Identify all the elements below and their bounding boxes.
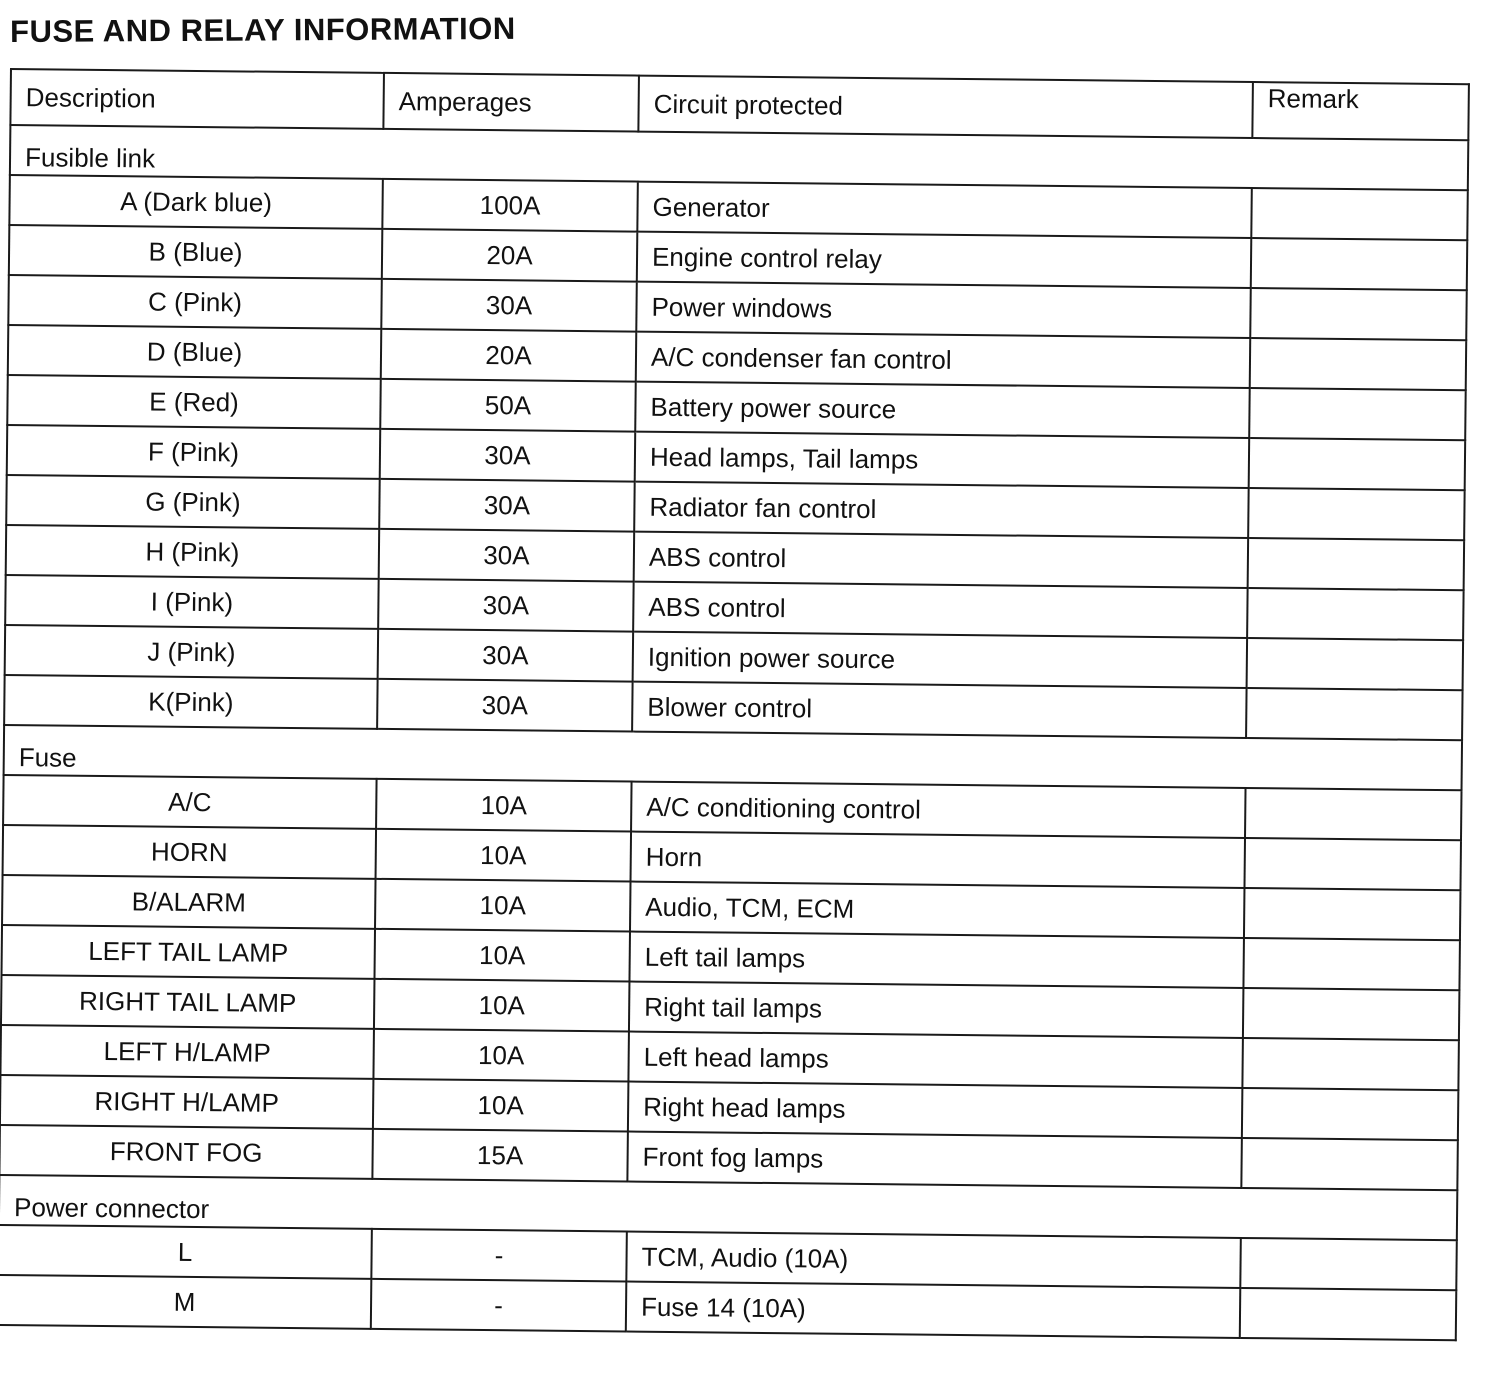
cell-remark [1247,588,1464,640]
cell-description: G (Pink) [6,475,380,529]
cell-description: A (Dark blue) [9,175,383,229]
cell-circuit-protected: ABS control [633,582,1247,638]
cell-circuit-protected: ABS control [634,532,1248,588]
cell-amperage: - [371,1279,627,1332]
cell-remark [1242,1038,1459,1090]
section-label: Fuse [4,725,1462,790]
cell-circuit-protected: Audio, TCM, ECM [630,882,1244,938]
cell-amperage: - [371,1229,627,1282]
cell-remark [1243,938,1460,990]
fuse-relay-table-container [0,68,1468,1341]
cell-circuit-protected: Blower control [632,682,1246,738]
cell-amperage: 10A [376,779,632,832]
cell-amperage: 30A [378,579,634,632]
cell-circuit-protected: Right tail lamps [629,982,1243,1038]
cell-remark [1247,638,1464,690]
cell-amperage: 15A [372,1129,628,1182]
cell-description: E (Red) [7,375,381,429]
cell-remark [1246,688,1463,740]
cell-amperage: 30A [379,529,635,582]
cell-circuit-protected: Left head lamps [628,1032,1242,1088]
cell-description: K(Pink) [4,675,378,729]
cell-remark [1250,288,1467,340]
cell-amperage: 20A [382,229,638,282]
section-label: Fusible link [10,125,1468,190]
cell-remark [1241,1138,1458,1190]
cell-description: HORN [3,825,377,879]
cell-description: B (Blue) [9,225,383,279]
table-body [0,125,1468,1340]
cell-remark [1249,388,1466,440]
fuse-relay-table [0,68,1470,1341]
cell-remark [1249,438,1466,490]
cell-circuit-protected: Fuse 14 (10A) [626,1282,1240,1338]
cell-remark [1245,788,1462,840]
cell-circuit-protected: Generator [637,182,1251,238]
cell-amperage: 10A [373,1029,629,1082]
cell-remark [1251,238,1468,290]
header-amperages: Amperages [383,73,639,132]
cell-amperage: 30A [378,629,634,682]
cell-circuit-protected: Engine control relay [637,232,1251,288]
header-description: Description [10,69,384,129]
cell-description: L [0,1225,372,1279]
cell-amperage: 10A [373,1079,629,1132]
cell-amperage: 30A [377,679,633,732]
cell-remark [1248,538,1465,590]
cell-description: I (Pink) [5,575,379,629]
cell-amperage: 50A [380,379,636,432]
header-circuit-protected: Circuit protected [638,76,1253,138]
page-title: FUSE AND RELAY INFORMATION [10,10,516,49]
cell-remark [1248,488,1465,540]
cell-description: LEFT TAIL LAMP [2,925,376,979]
cell-description: C (Pink) [8,275,382,329]
cell-amperage: 10A [375,879,631,932]
cell-amperage: 30A [381,279,637,332]
cell-amperage: 100A [382,179,638,232]
cell-circuit-protected: Horn [631,832,1245,888]
cell-description: J (Pink) [5,625,379,679]
cell-description: A/C [3,775,377,829]
cell-circuit-protected: Left tail lamps [629,932,1243,988]
cell-circuit-protected: Front fog lamps [627,1132,1241,1188]
header-remark: Remark [1252,82,1469,140]
cell-remark [1242,1088,1459,1140]
cell-description: RIGHT H/LAMP [0,1075,373,1129]
cell-description: D (Blue) [8,325,382,379]
cell-circuit-protected: TCM, Audio (10A) [626,1232,1240,1288]
cell-circuit-protected: Radiator fan control [634,482,1248,538]
cell-description: LEFT H/LAMP [0,1025,374,1079]
cell-circuit-protected: Ignition power source [633,632,1247,688]
cell-amperage: 30A [380,429,636,482]
cell-circuit-protected: A/C conditioning control [631,782,1245,838]
cell-amperage: 10A [374,929,630,982]
cell-remark [1240,1238,1457,1290]
cell-amperage: 30A [379,479,635,532]
section-label: Power connector [0,1175,1457,1240]
cell-circuit-protected: Battery power source [635,382,1249,438]
cell-description: B/ALARM [2,875,376,929]
cell-remark [1240,1288,1457,1340]
cell-circuit-protected: A/C condenser fan control [636,332,1250,388]
cell-remark [1243,988,1460,1040]
cell-description: FRONT FOG [0,1125,373,1179]
cell-description: RIGHT TAIL LAMP [1,975,375,1029]
cell-remark [1244,888,1461,940]
cell-remark [1251,188,1468,240]
cell-circuit-protected: Right head lamps [628,1082,1242,1138]
cell-amperage: 20A [381,329,637,382]
cell-amperage: 10A [376,829,632,882]
cell-remark [1250,338,1467,390]
cell-remark [1244,838,1461,890]
cell-description: M [0,1275,371,1329]
cell-circuit-protected: Power windows [636,282,1250,338]
cell-amperage: 10A [374,979,630,1032]
cell-description: H (Pink) [6,525,380,579]
cell-description: F (Pink) [7,425,381,479]
cell-circuit-protected: Head lamps, Tail lamps [635,432,1249,488]
